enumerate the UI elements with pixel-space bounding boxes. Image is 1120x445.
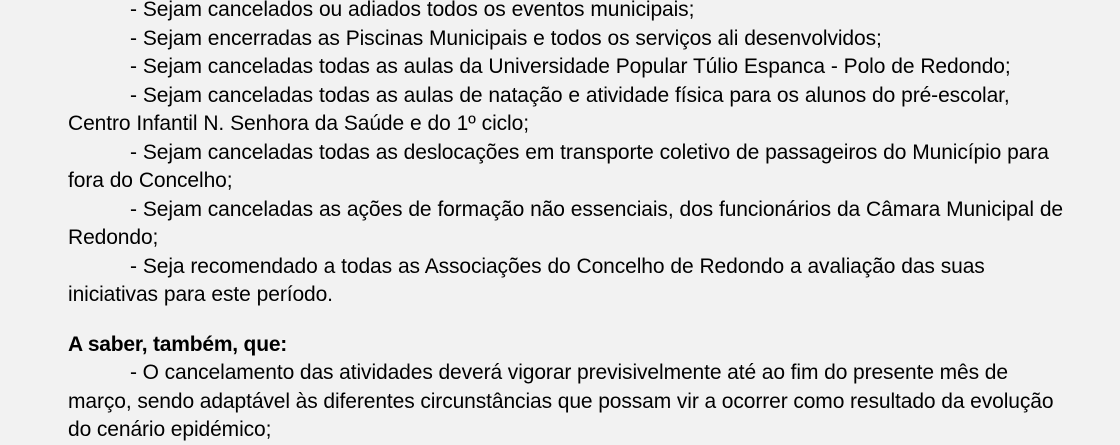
list-item: - Sejam canceladas as ações de formação não essenciais, dos funcionários da Câmara Municipal de Redondo; <box>68 197 1069 249</box>
list-item: - Sejam canceladas todas as aulas da Universidade Popular Túlio Espanca - Polo de Redondo; <box>130 55 1011 78</box>
list-item: - Sejam encerradas as Piscinas Municipais e todos os serviços ali desenvolvidos; <box>130 26 882 50</box>
document-content <box>68 0 1068 445</box>
list-item: - O cancelamento das atividades deverá vigorar previsivelmente até ao fim do presente mês de março, sendo adaptável às diferentes circunstâncias que possam vir a ocorrer como resultado da evolução do cenário epidémico; <box>68 361 1060 441</box>
list-item: - Sejam cancelados ou adiados todos os eventos municipais; <box>130 0 695 21</box>
section-items-list <box>68 359 1068 445</box>
list-item: - Seja recomendado a todas as Associações do Concelho de Redondo a avaliação das suas iniciativas para este período. <box>68 254 991 306</box>
list-item: - Sejam canceladas todas as aulas de natação e atividade física para os alunos do pré-escolar, Centro Infantil N. Senhora da Saúde e do 1º ciclo; <box>68 83 1016 135</box>
measures-list <box>68 0 1068 310</box>
section-spacer <box>68 310 1068 331</box>
section-heading: A saber, também, que: <box>68 332 288 356</box>
list-item: - Sejam canceladas todas as deslocações em transporte coletivo de passageiros do Município para fora do Concelho; <box>68 140 1055 192</box>
